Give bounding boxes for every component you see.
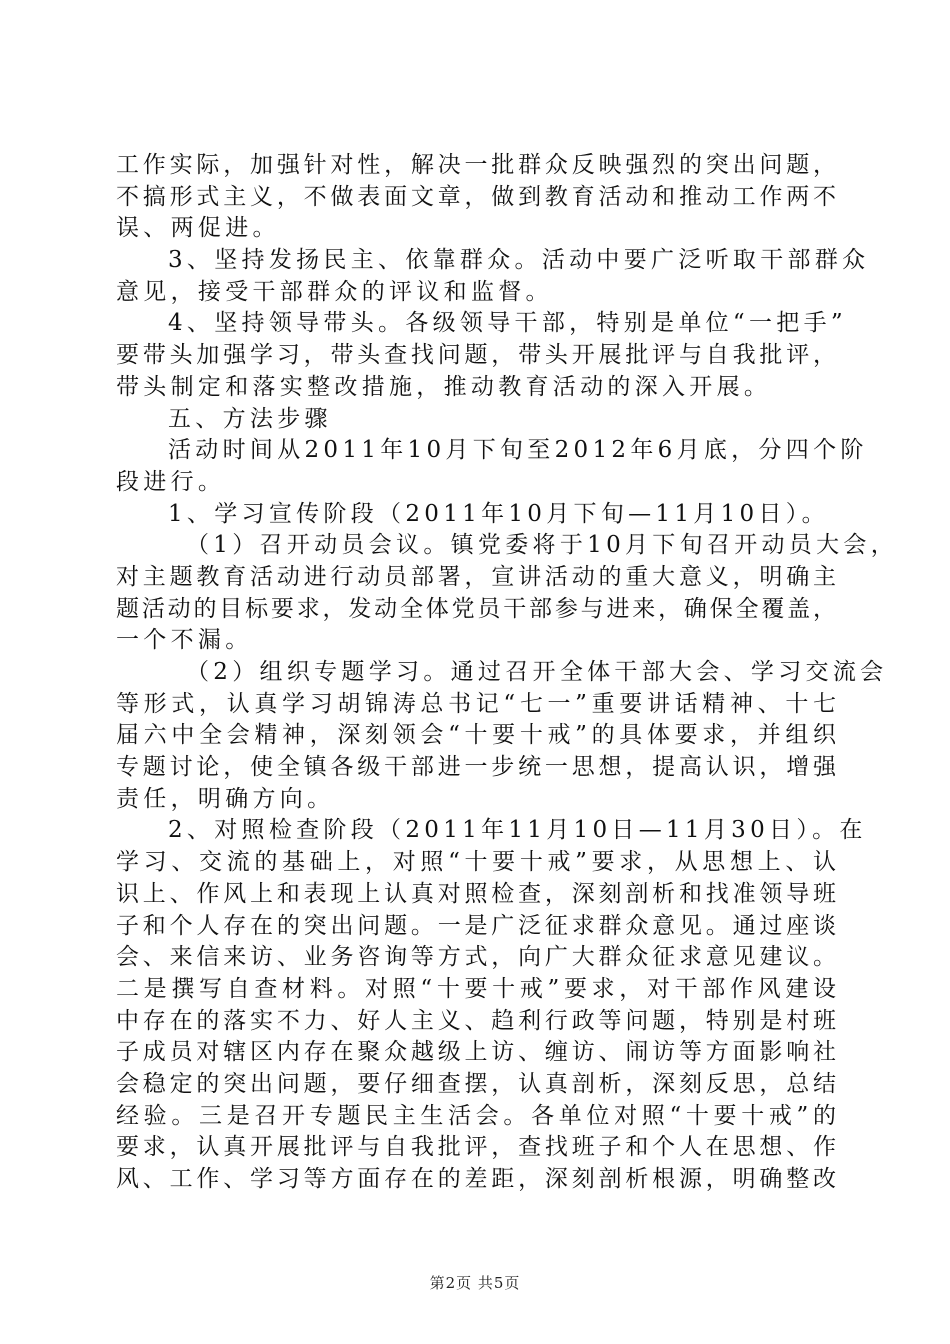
page-number-footer: 第2页 共5页 <box>429 1274 521 1292</box>
text-line: 专题讨论，使全镇各级干部进一步统一思想，提高认识，增强 <box>116 754 836 781</box>
list-item-3-heading: 3、坚持发扬民主、依靠群众。活动中要广泛听取干部群众 <box>168 247 870 274</box>
text-line: 对主题教育活动进行动员部署，宣讲活动的重大意义，明确主 <box>116 563 836 590</box>
text-line: 风、工作、学习等方面存在的差距，深刻剖析根源，明确整改 <box>116 1166 836 1192</box>
text-line: 意见，接受干部群众的评议和监督。 <box>116 278 553 305</box>
text-line: 学习、交流的基础上，对照“十要十戒”要求，从思想上、认 <box>116 849 836 876</box>
sub-item-1-heading: （1）召开动员会议。镇党委将于10月下旬召开动员大会， <box>186 532 898 559</box>
text-line: 责任，明确方向。 <box>116 785 335 812</box>
text-line: 等形式，认真学习胡锦涛总书记“七一”重要讲话精神、十七 <box>116 690 836 717</box>
text-line: 题活动的目标要求，发动全体党员干部参与进来，确保全覆盖， <box>116 595 836 622</box>
text-line: 要带头加强学习，带头查找问题，带头开展批评与自我批评， <box>116 342 836 369</box>
phase-2-heading: 2、对照检查阶段（2011年11月10日—11月30日）。在 <box>168 817 867 844</box>
text-line: 经验。三是召开专题民主生活会。各单位对照“十要十戒”的 <box>116 1102 836 1129</box>
text-line: 会稳定的突出问题，要仔细查摆，认真剖析，深刻反思，总结 <box>116 1070 836 1097</box>
text-line: 工作实际，加强针对性，解决一批群众反映强烈的突出问题， <box>116 152 836 178</box>
text-line: 识上、作风上和表现上认真对照检查，深刻剖析和找准领导班 <box>116 880 836 907</box>
text-line: 带头制定和落实整改措施，推动教育活动的深入开展。 <box>116 373 772 400</box>
list-item-4-heading: 4、坚持领导带头。各级领导干部，特别是单位“一把手” <box>168 310 847 337</box>
text-line: 一个不漏。 <box>116 627 253 654</box>
text-line: 中存在的落实不力、好人主义、趋利行政等问题，特别是村班 <box>116 1007 836 1034</box>
text-line: 子成员对辖区内存在聚众越级上访、缠访、闹访等方面影响社 <box>116 1039 836 1066</box>
text-line: 届六中全会精神，深刻领会“十要十戒”的具体要求，并组织 <box>116 722 836 749</box>
document-body <box>116 150 898 1196</box>
text-line: 二是撰写自查材料。对照“十要十戒”要求，对干部作风建设 <box>116 975 836 1002</box>
text-line: 误、两促进。 <box>116 215 280 242</box>
text-line: 会、来信来访、业务咨询等方式，向广大群众征求意见建议。 <box>116 944 836 971</box>
text-line: 要求，认真开展批评与自我批评，查找班子和个人在思想、作 <box>116 1134 836 1161</box>
section-heading: 五、方法步骤 <box>168 405 332 432</box>
phase-1-heading: 1、学习宣传阶段（2011年10月下旬—11月10日）。 <box>168 500 829 527</box>
sub-item-2-heading: （2）组织专题学习。通过召开全体干部大会、学习交流会 <box>186 659 888 685</box>
text-line: 不搞形式主义，不做表面文章，做到教育活动和推动工作两不 <box>116 183 836 210</box>
text-line: 活动时间从2011年10月下旬至2012年6月底，分四个阶 <box>168 437 868 464</box>
text-line: 子和个人存在的突出问题。一是广泛征求群众意见。通过座谈 <box>116 912 836 939</box>
text-line: 段进行。 <box>116 468 226 495</box>
